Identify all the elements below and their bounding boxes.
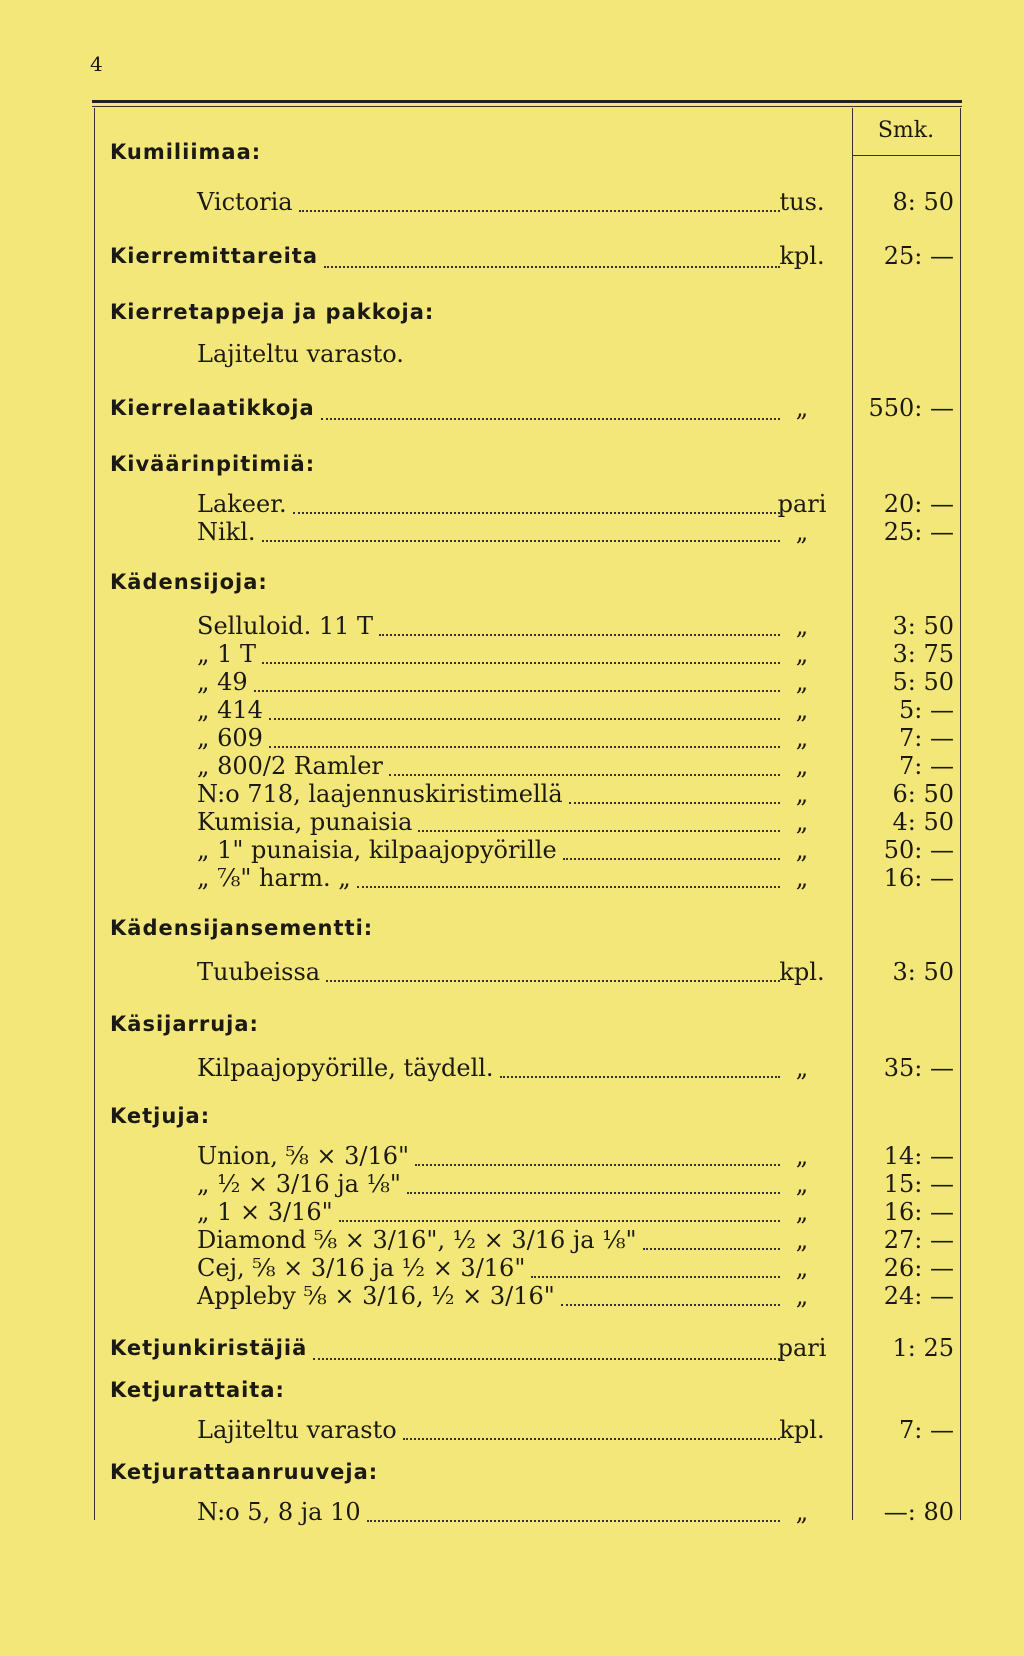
leader-dots [415, 1164, 780, 1166]
price: 15: — [883, 1170, 954, 1198]
leader-dots [531, 1276, 780, 1278]
item-label: N:o 718, laajennuskiristimellä [197, 780, 563, 808]
price: 27: — [883, 1226, 954, 1254]
price: 25: — [883, 518, 954, 546]
section-heading: Kierretappeja ja pakkoja: [110, 300, 435, 324]
price: 1: 25 [892, 1334, 954, 1362]
leader-dots [563, 858, 780, 860]
price: 550: — [868, 394, 954, 422]
section-heading: Käsijarruja: [110, 1012, 259, 1036]
item-label: „ 609 [197, 724, 263, 752]
unit: tus. [779, 188, 825, 216]
leader-dots [357, 886, 780, 888]
item-label: „ 1 T [197, 640, 256, 668]
price: 5: 50 [892, 668, 954, 696]
unit: kpl. [779, 1416, 825, 1444]
leader-dots [321, 418, 780, 420]
item-label: Appleby ⅝ × 3/16, ½ × 3/16" [197, 1282, 555, 1310]
unit: „ [795, 1054, 809, 1082]
item-label: Lajiteltu varasto. [197, 340, 404, 368]
section-heading: Kumiliimaa: [110, 140, 262, 164]
price: 7: — [899, 724, 954, 752]
price: 35: — [883, 1054, 954, 1082]
leader-dots [326, 980, 780, 982]
section-heading: Ketjurattaita: [110, 1378, 285, 1402]
section-heading: Ketjurattaanruuveja: [110, 1460, 379, 1484]
item-label: „ 1" punaisia, kilpaajopyörille [197, 836, 557, 864]
item-label: „ ½ × 3/16 ja ⅛" [197, 1170, 401, 1198]
unit: „ [795, 752, 809, 780]
unit: „ [795, 1226, 809, 1254]
item-label: Lajiteltu varasto [197, 1416, 397, 1444]
unit: „ [795, 724, 809, 752]
leader-dots [324, 266, 780, 268]
price: 20: — [883, 490, 954, 518]
leader-dots [403, 1438, 780, 1440]
table-left-border [94, 108, 95, 1520]
leader-dots [569, 802, 780, 804]
price: 7: — [899, 752, 954, 780]
item-label: N:o 5, 8 ja 10 [197, 1498, 361, 1526]
unit: „ [795, 1254, 809, 1282]
leader-dots [418, 830, 780, 832]
leader-dots [379, 634, 780, 636]
table-right-border [960, 108, 961, 1520]
unit: pari [777, 490, 827, 518]
section-heading: Kädensijoja: [110, 570, 268, 594]
leader-dots [561, 1304, 780, 1306]
price: 14: — [883, 1142, 954, 1170]
price: —: 80 [883, 1498, 954, 1526]
unit: „ [795, 668, 809, 696]
unit: kpl. [779, 958, 825, 986]
leader-dots [262, 540, 780, 542]
price: 8: 50 [892, 188, 954, 216]
item-label: „ 49 [197, 668, 248, 696]
unit: „ [795, 864, 809, 892]
item-label: Kilpaajopyörille, täydell. [197, 1054, 494, 1082]
unit: kpl. [779, 242, 825, 270]
leader-dots [269, 746, 780, 748]
page-number: 4 [90, 52, 103, 76]
leader-dots [367, 1520, 780, 1522]
price: 3: 50 [892, 612, 954, 640]
price: 26: — [883, 1254, 954, 1282]
price: 25: — [883, 242, 954, 270]
item-label: Victoria [197, 188, 293, 216]
leader-dots [293, 512, 780, 514]
price: 24: — [883, 1282, 954, 1310]
leader-dots [262, 662, 780, 664]
item-label: „ ⅞" harm. „ [197, 864, 351, 892]
leader-dots [389, 774, 780, 776]
section-heading: Kierrelaatikkoja [110, 396, 315, 420]
unit: „ [795, 640, 809, 668]
top-rule [92, 100, 962, 103]
item-label: Lakeer. [197, 490, 287, 518]
price: 6: 50 [892, 780, 954, 808]
leader-dots [407, 1192, 780, 1194]
section-heading: Kädensijansementti: [110, 916, 374, 940]
leader-dots [643, 1248, 780, 1250]
item-label: Tuubeissa [197, 958, 321, 986]
unit: „ [795, 612, 809, 640]
unit: „ [795, 1170, 809, 1198]
leader-dots [269, 718, 780, 720]
unit: „ [795, 1498, 809, 1526]
item-label: „ 1 × 3/16" [197, 1198, 333, 1226]
item-label: Cej, ⅝ × 3/16 ja ½ × 3/16" [197, 1254, 526, 1282]
price: 5: — [899, 696, 954, 724]
top-rule-thin [92, 106, 962, 107]
section-heading: Kierremittareita [110, 244, 319, 268]
unit: „ [795, 780, 809, 808]
currency-header: Smk. [877, 118, 935, 143]
section-heading: Ketjunkiristäjiä [110, 1336, 308, 1360]
price: 50: — [883, 836, 954, 864]
section-heading: Kiväärinpitimiä: [110, 452, 316, 476]
item-label: Union, ⅝ × 3/16" [197, 1142, 410, 1170]
price: 4: 50 [892, 808, 954, 836]
price: 7: — [899, 1416, 954, 1444]
unit: „ [795, 518, 809, 546]
item-label: Diamond ⅝ × 3/16", ½ × 3/16 ja ⅛" [197, 1226, 637, 1254]
unit: „ [795, 394, 809, 422]
price: 16: — [883, 864, 954, 892]
item-label: Selluloid. 11 T [197, 612, 374, 640]
leader-dots [313, 1358, 780, 1360]
item-label: „ 800/2 Ramler [197, 752, 383, 780]
unit: „ [795, 808, 809, 836]
currency-header-rule [852, 155, 960, 156]
price: 3: 75 [892, 640, 954, 668]
unit: „ [795, 1282, 809, 1310]
item-label: Kumisia, punaisia [197, 808, 413, 836]
unit: pari [777, 1334, 827, 1362]
item-label: „ 414 [197, 696, 263, 724]
leader-dots [254, 690, 780, 692]
leader-dots [299, 210, 780, 212]
item-label: Nikl. [197, 518, 256, 546]
unit: „ [795, 696, 809, 724]
section-heading: Ketjuja: [110, 1104, 211, 1128]
price: 16: — [883, 1198, 954, 1226]
unit: „ [795, 1142, 809, 1170]
unit: „ [795, 836, 809, 864]
unit: „ [795, 1198, 809, 1226]
leader-dots [339, 1220, 780, 1222]
price: 3: 50 [892, 958, 954, 986]
leader-dots [500, 1076, 780, 1078]
